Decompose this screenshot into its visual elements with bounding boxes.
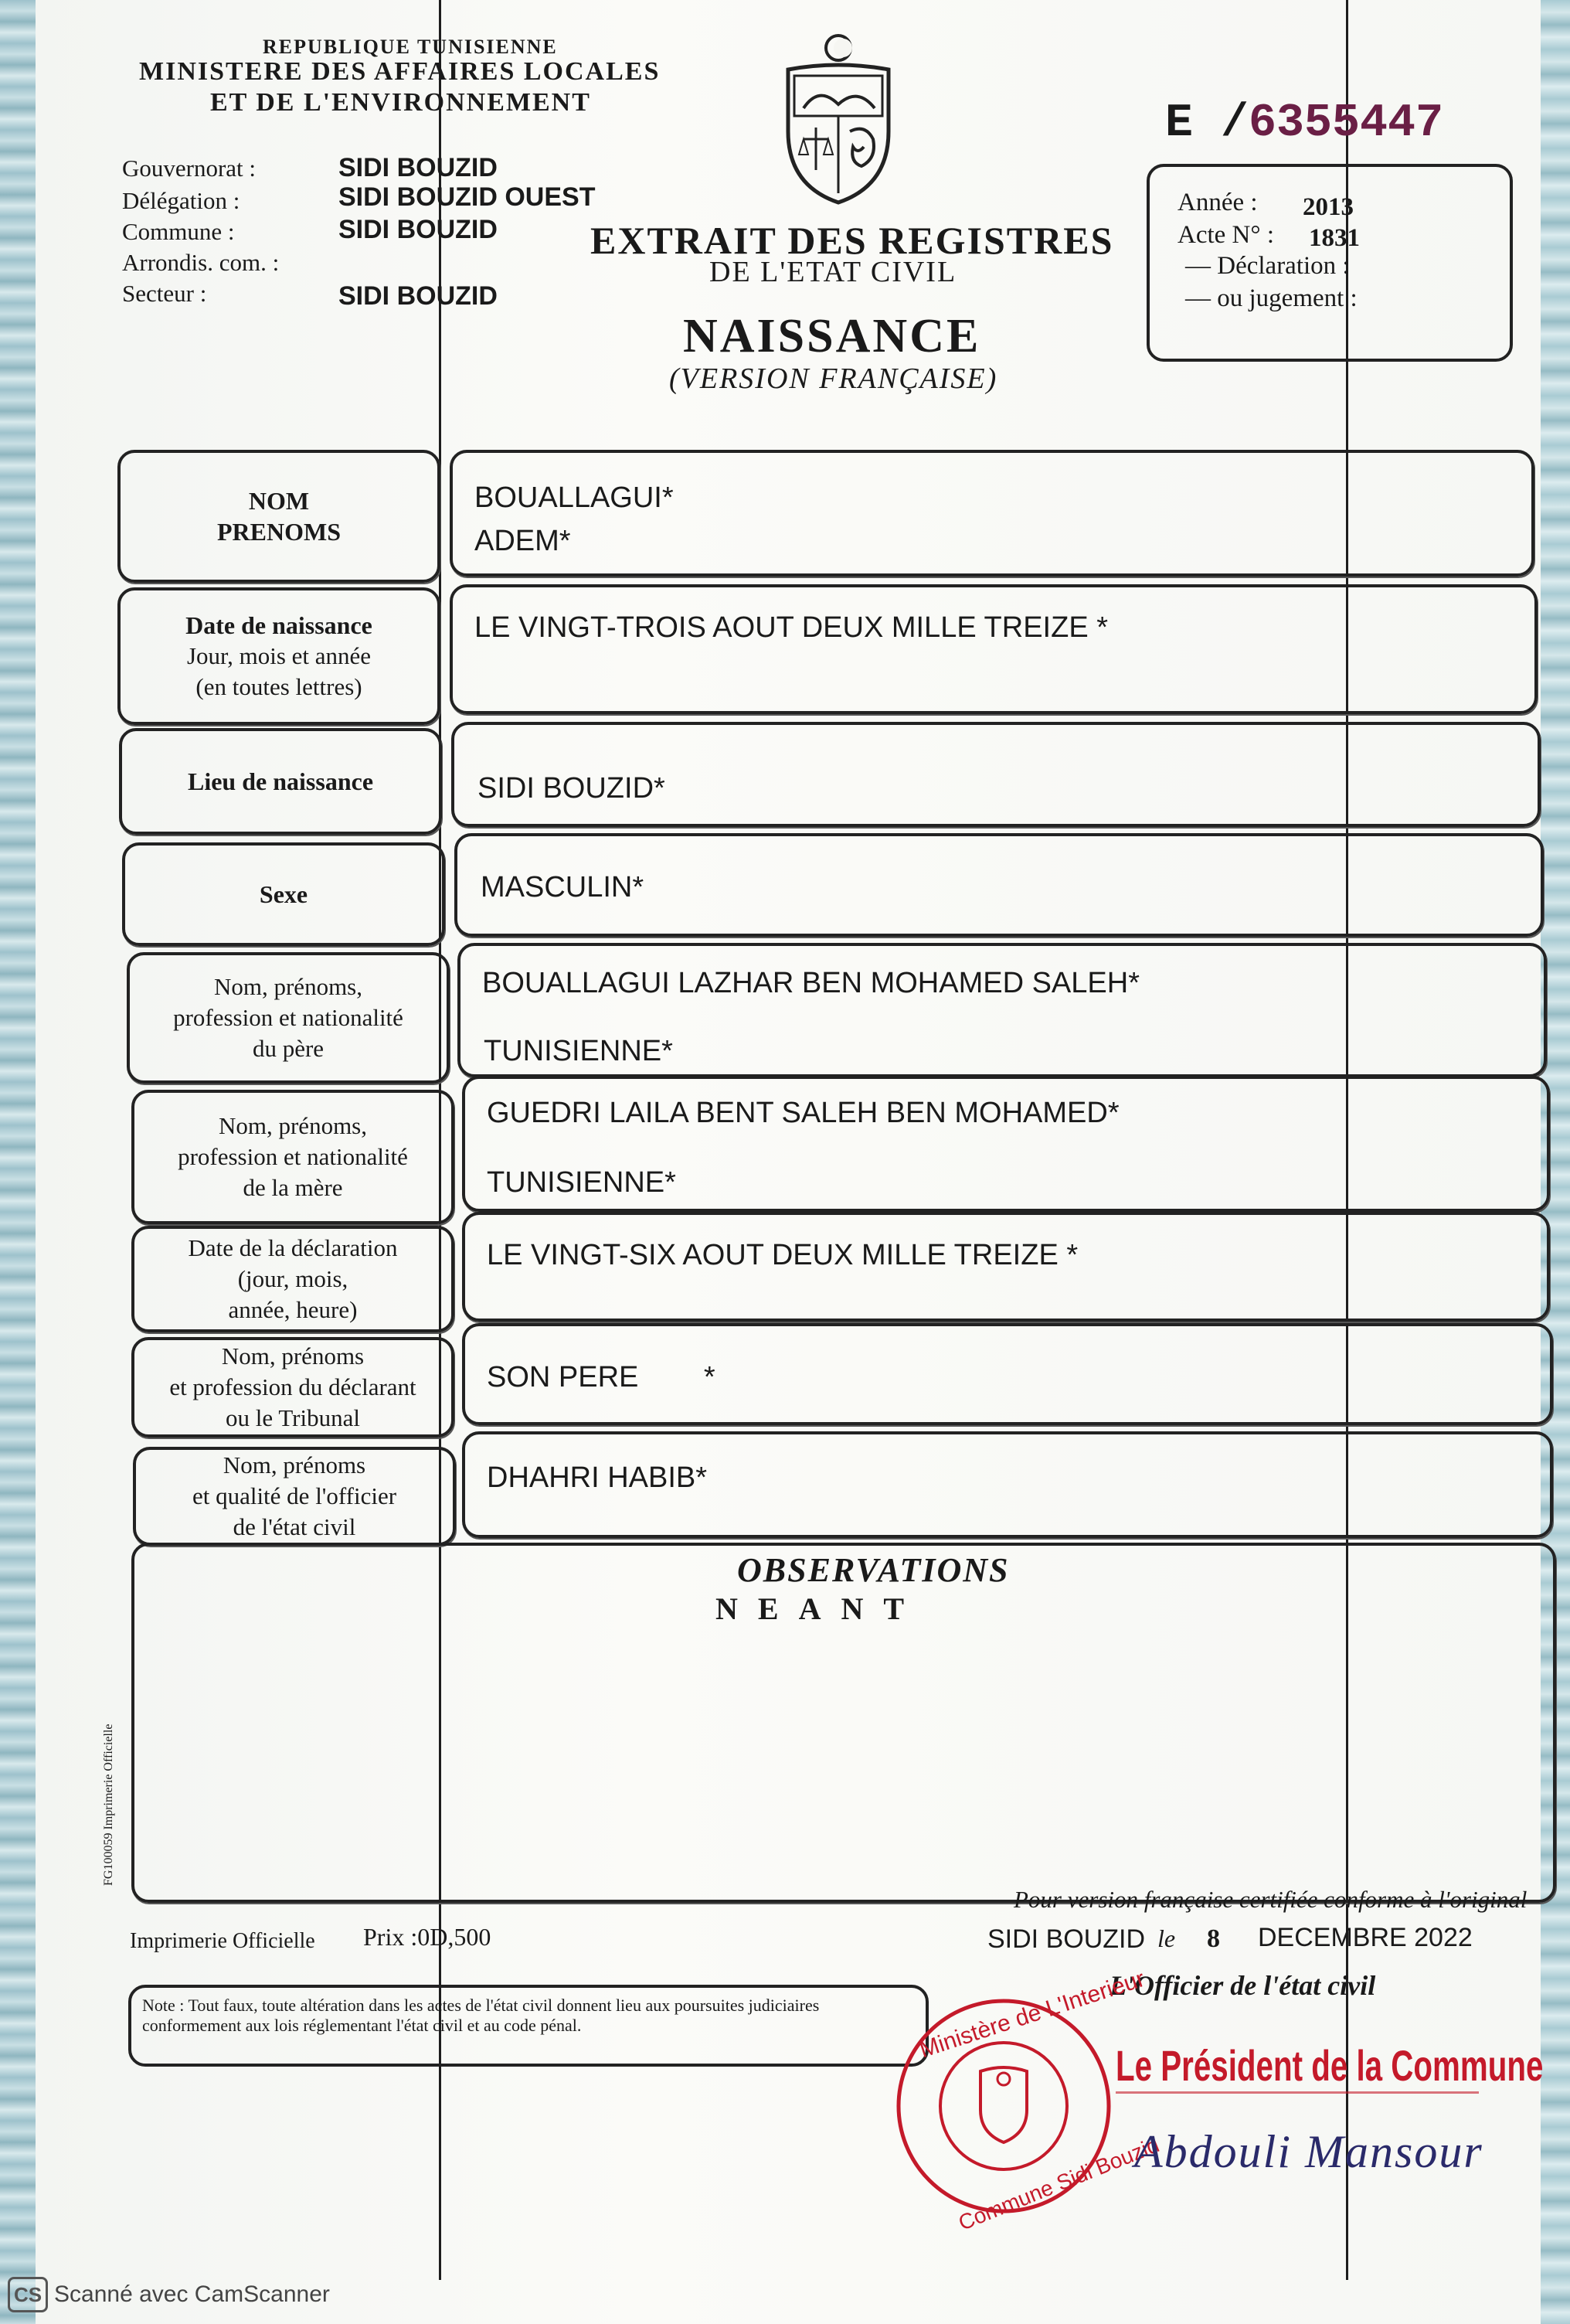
value-box-declarant — [462, 1323, 1553, 1425]
gouvernorat-label: Gouvernorat : — [122, 155, 257, 182]
document-title-naissance: NAISSANCE — [683, 310, 981, 362]
stamp-ring-bottom: Commune Sidi Bouzid — [955, 2132, 1163, 2235]
stamp-underline — [1116, 2091, 1479, 2094]
secteur-label: Secteur : — [122, 280, 207, 307]
camscanner-watermark — [8, 2277, 330, 2312]
label-line: profession et nationalité — [178, 1143, 408, 1170]
label-line: et profession du déclarant — [169, 1373, 416, 1400]
value-date-declaration: LE VINGT-SIX AOUT DEUX MILLE TREIZE * — [487, 1239, 1079, 1271]
observations-value: NEANT — [715, 1591, 925, 1626]
label-line: NOM — [248, 487, 310, 515]
label-line: de la mère — [243, 1174, 343, 1201]
commune-label: Commune : — [122, 218, 235, 245]
label-line: Lieu de naissance — [187, 767, 374, 795]
label-line: (jour, mois, — [237, 1265, 348, 1292]
republic-header: REPUBLIQUE TUNISIENNE — [263, 36, 558, 58]
label-line: de l'état civil — [233, 1513, 356, 1540]
serial-prefix: E / — [1165, 97, 1249, 150]
value-lieu-naissance: SIDI BOUZID* — [477, 772, 665, 805]
label-mere — [131, 1090, 454, 1224]
label-declarant — [131, 1337, 454, 1438]
side-printer-text: FG100059 Imprimerie Officielle — [102, 1723, 115, 1886]
label-line: Jour, mois et année — [186, 642, 372, 669]
value-box-mere — [462, 1076, 1550, 1212]
value-box-nom-prenoms — [450, 450, 1534, 577]
commune-value: SIDI BOUZID — [338, 215, 498, 244]
certified-text: Pour version française certifiée conforme à l'original — [1014, 1886, 1528, 1913]
label-date-naissance — [117, 587, 440, 725]
label-line: profession et nationalité — [173, 1004, 403, 1031]
label-line: Date de naissance — [185, 611, 372, 639]
label-lieu-naissance — [119, 728, 442, 835]
observations-title: OBSERVATIONS — [737, 1551, 1010, 1589]
value-pere-nom: BOUALLAGUI LAZHAR BEN MOHAMED SALEH* — [482, 967, 1140, 999]
label-line: du père — [252, 1035, 325, 1062]
ministry-line1: MINISTERE DES AFFAIRES LOCALES — [139, 57, 661, 86]
value-sexe: MASCULIN* — [481, 871, 644, 903]
label-line: année, heure) — [228, 1296, 358, 1323]
value-box-date-naissance — [450, 584, 1538, 714]
stamp-president: Le Président de la Commune — [1116, 2041, 1544, 2090]
value-box-date-declaration — [462, 1212, 1550, 1322]
document-title-line1: EXTRAIT DES REGISTRES — [590, 219, 1114, 262]
label-date-declaration — [131, 1226, 454, 1332]
label-line: Date de la déclaration — [188, 1234, 398, 1261]
value-box-lieu-naissance — [451, 722, 1541, 827]
declaration-label: — Déclaration : — [1185, 252, 1350, 280]
acte-label: Acte N° : — [1178, 221, 1274, 249]
label-line: (en toutes lettres) — [195, 673, 362, 700]
value-mere-nationalite: TUNISIENNE* — [487, 1166, 676, 1199]
issue-month-year: DECEMBRE 2022 — [1258, 1923, 1473, 1952]
value-box-officier — [462, 1431, 1553, 1538]
serial-digits: 6355447 — [1249, 97, 1444, 150]
jugement-label: — ou jugement : — [1185, 284, 1358, 312]
tunisia-coat-of-arms-icon — [773, 31, 904, 209]
legal-note: Note : Tout faux, toute altération dans les actes de l'état civil donnent lieu aux poursuites judiciaires conformement aux lois réglementant l'état civil et au code pénal. — [128, 1985, 929, 2067]
ministry-line2: ET DE L'ENVIRONNEMENT — [210, 88, 591, 117]
value-mere-nom: GUEDRI LAILA BENT SALEH BEN MOHAMED* — [487, 1097, 1120, 1129]
serial-number — [1165, 97, 1443, 150]
value-pere-nationalite: TUNISIENNE* — [484, 1035, 673, 1067]
officer-title: L'Officier de l'état civil — [1110, 1970, 1376, 2001]
label-line: et qualité de l'officier — [192, 1482, 397, 1509]
label-sexe — [122, 842, 445, 946]
label-officier — [133, 1447, 456, 1546]
prix-label: Prix :0D,500 — [363, 1923, 491, 1951]
delegation-label: Délégation : — [122, 187, 240, 214]
value-officier: DHAHRI HABIB* — [487, 1461, 708, 1494]
value-box-sexe — [454, 833, 1544, 937]
value-date-naissance: LE VINGT-TROIS AOUT DEUX MILLE TREIZE * — [474, 611, 1109, 644]
handwritten-signature: Abdouli Mansour — [1134, 2126, 1483, 2177]
label-line: ou le Tribunal — [226, 1404, 360, 1431]
annee-value: 2013 — [1303, 193, 1354, 221]
secteur-value: SIDI BOUZID — [338, 281, 498, 311]
observations-box — [131, 1543, 1556, 1903]
issue-place: SIDI BOUZID — [987, 1924, 1146, 1954]
label-line: PRENOMS — [217, 518, 341, 546]
arrondissement-label: Arrondis. com. : — [122, 249, 280, 276]
value-box-pere — [457, 943, 1547, 1077]
label-pere — [127, 952, 450, 1084]
label-line: Nom, prénoms, — [218, 1112, 367, 1139]
label-nom-prenoms — [117, 450, 440, 583]
value-nom: BOUALLAGUI* — [474, 481, 674, 514]
label-line: Nom, prénoms, — [213, 973, 362, 1000]
decorative-left-border — [0, 0, 36, 2324]
camscanner-text: Scanné avec CamScanner — [54, 2281, 330, 2307]
acte-value: 1831 — [1309, 224, 1360, 252]
issue-day: 8 — [1207, 1924, 1220, 1953]
document-title-line2: DE L'ETAT CIVIL — [709, 256, 957, 288]
annee-label: Année : — [1178, 189, 1258, 216]
label-line: Sexe — [259, 880, 308, 908]
gouvernorat-value: SIDI BOUZID — [338, 153, 498, 182]
imprimerie-label: Imprimerie Officielle — [130, 1929, 315, 1953]
document-title-version: (VERSION FRANÇAISE) — [669, 362, 998, 395]
label-line: Nom, prénoms — [223, 1451, 366, 1478]
delegation-value: SIDI BOUZID OUEST — [338, 182, 596, 212]
value-prenoms: ADEM* — [474, 525, 571, 557]
label-line: Nom, prénoms — [221, 1342, 365, 1370]
issue-le: le — [1157, 1924, 1176, 1952]
camscanner-logo-icon: CS — [8, 2277, 48, 2312]
value-declarant: SON PERE * — [487, 1361, 715, 1393]
stamp-ring-top: Ministère de L'Interieur — [916, 1965, 1148, 2064]
